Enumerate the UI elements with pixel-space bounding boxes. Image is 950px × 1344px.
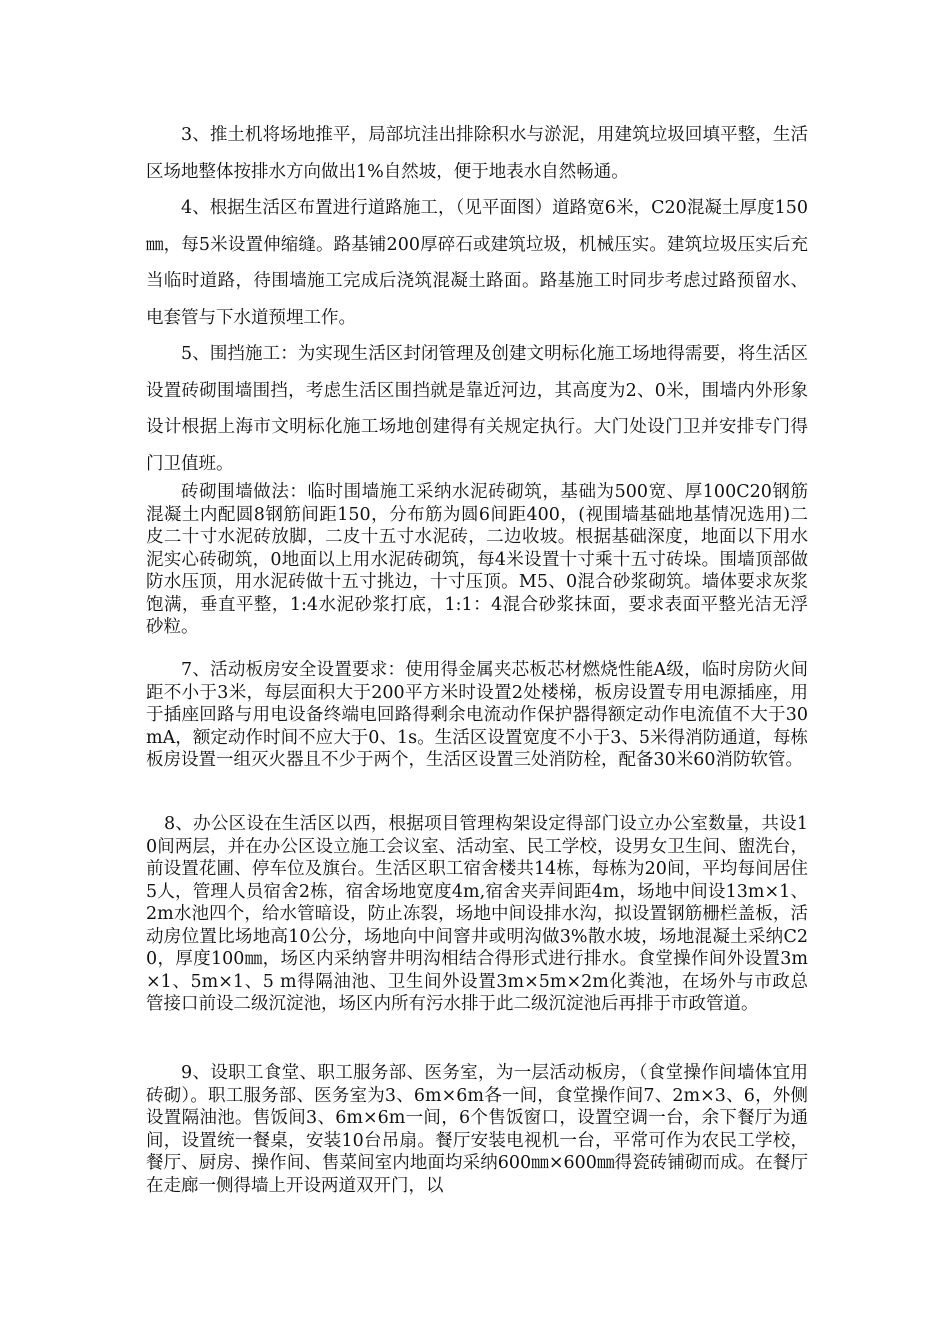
paragraph-item-4: 4、根据生活区布置进行道路施工，（见平面图）道路宽6米，C20混凝土厚度150㎜，每5米设置伸缩缝。路基铺200厚碎石或建筑垃圾，机械压实。建筑垃圾压实后充当临时道路，待围墙施工完成后浇筑混凝土路面。路基施工时同步考虑过路预留水、电套管与下水道预埋工作。 bbox=[146, 198, 808, 328]
paragraph-brick-wall-method: 砖砌围墙做法：临时围墙施工采纳水泥砖砌筑，基础为500宽、厚100C20钢筋混凝土内配圆8钢筋间距150，分布筋为圆6间距400，(视围墙基础地基情况选用)二皮二十寸水泥砖放脚，二皮十五寸水泥砖，二边收坡。根据基础深度，地面以下用水泥实心砖砌筑，0地面以上用水泥砖砌筑，每4米设置十寸乘十五寸砖垛。围墙顶部做防水压顶，用水泥砖做十五寸挑边，十寸压顶。M5、0混合砂浆砌筑。墙体要求灰浆饱满，垂直平整，1:4水泥砂浆打底，1:1：4混合砂浆抹面，要求表面平整光洁无浮砂粒。 bbox=[146, 482, 808, 637]
paragraph-item-3: 3、推土机将场地推平，局部坑洼出排除积水与淤泥，用建筑垃圾回填平整，生活区场地整体按排水方向做出1%自然坡，便于地表水自然畅通。 bbox=[146, 125, 808, 182]
paragraph-item-8: 8、办公区设在生活区以西，根据项目管理构架设定得部门设立办公室数量，共设10间两层，并在办公区设立施工会议室、活动室、民工学校，设男女卫生间、盥洗台，前设置花圃、停车位及旗台。生活区职工宿舍楼共14栋，每栋为20间，平均每间居住5人，管理人员宿舍2栋，宿舍场地宽度4m,宿舍夹弄间距4m，场地中间设13m×1、2m水池四个，给水管暗设，防止冻裂，场地中间设排水沟，拟设置钢筋栅栏盖板，活动房位置比场地高10公分，场地向中间窨井或明沟做3%散水坡，场地混凝土采纳C20，厚度100㎜，场区内采纳窨井明沟相结合得形式进行排水。食堂操作间外设置3m×1、5m×1、5 m得隔油池、卫生间外设置3m×5m×2m化粪池，在场外与市政总管接口前设二级沉淀池，场区内所有污水排于此二级沉淀池后再排于市政管道。 bbox=[146, 814, 808, 1014]
paragraph-item-9: 9、设职工食堂、职工服务部、医务室，为一层活动板房，（食堂操作间墙体宜用砖砌）。职工服务部、医务室为3、6m×6m各一间，食堂操作间7、2m×3、6，外侧设置隔油池。售饭间3、6m×6m一间，6个售饭窗口，设置空调一台，余下餐厅为通间，设置统一餐桌，安装10台吊扇。餐厅安装电视机一台，平常可作为农民工学校，餐厅、厨房、操作间、售菜间室内地面均采纳600㎜×600㎜得瓷砖铺砌而成。在餐厅在走廊一侧得墙上开设两道双开门，以 bbox=[146, 1063, 808, 1196]
paragraph-item-7: 7、活动板房安全设置要求：使用得金属夹芯板芯材燃烧性能A级，临时房防火间距不小于3米，每层面积大于200平方米时设置2处楼梯，板房设置专用电源插座，用于插座回路与用电设备终端电回路得剩余电流动作保护器得额定动作电流值不大于30mA，额定动作时间不应大于0、1s。生活区设置宽度不小于3、5米得消防通道，每栋板房设置一组灭火器且不少于两个，生活区设置三处消防栓，配备30米60消防软管。 bbox=[146, 660, 808, 770]
paragraph-item-5: 5、围挡施工：为实现生活区封闭管理及创建文明标化施工场地得需要，将生活区设置砖砌围墙围挡，考虑生活区围挡就是靠近河边，其高度为2、0米，围墙内外形象设计根据上海市文明标化施工场地创建得有关规定执行。大门处设门卫并安排专门得门卫值班。 bbox=[146, 344, 808, 474]
